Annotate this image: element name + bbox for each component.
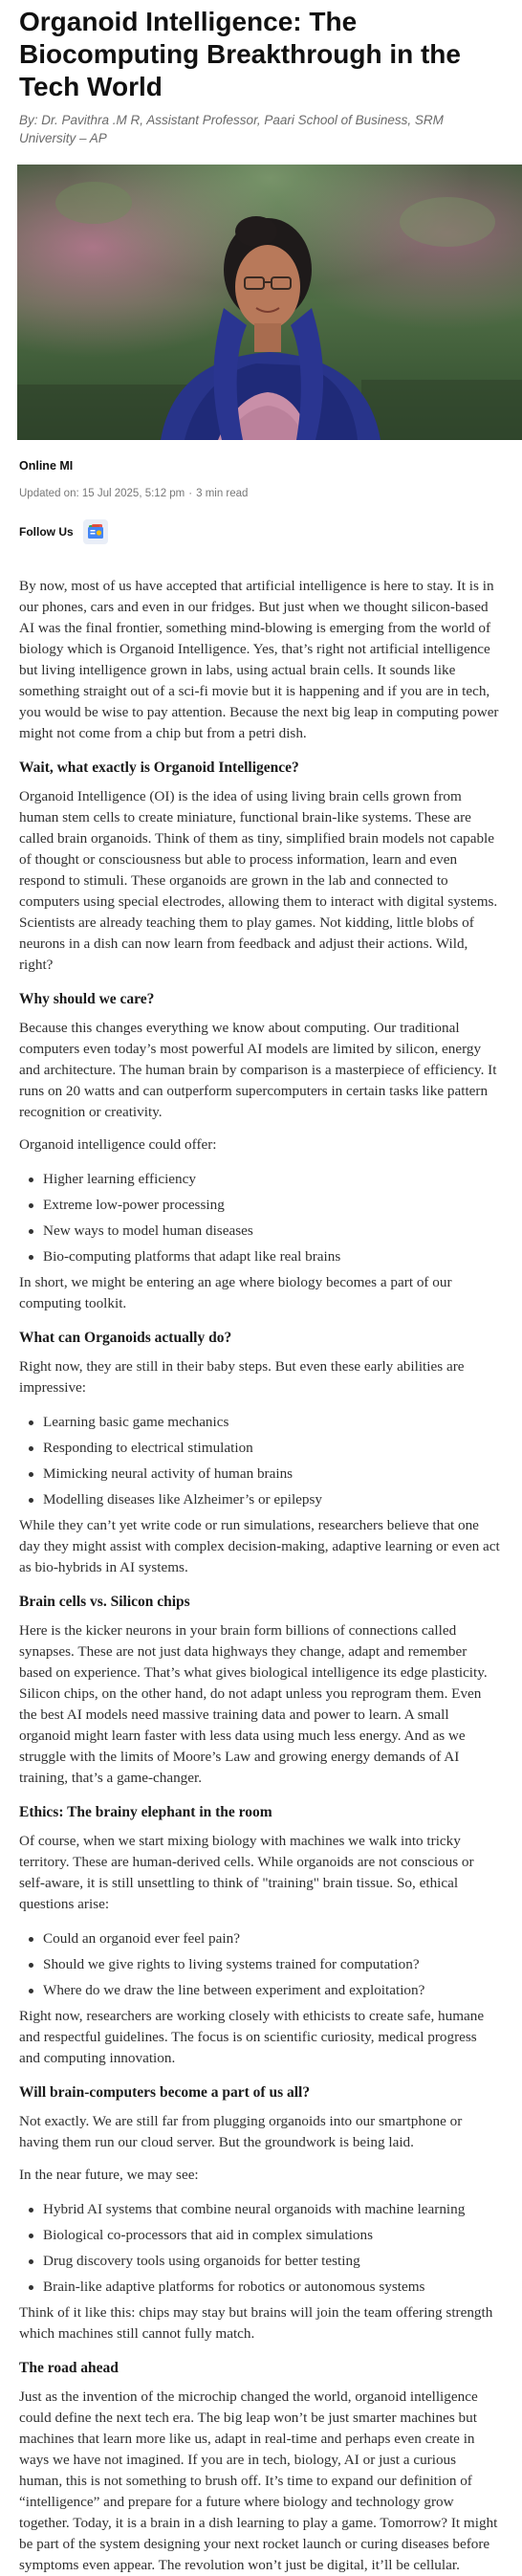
capabilities-paragraph-2: While they can’t yet write code or run simulations, researchers believe that one day they might assist with complex decision-making, adaptive learning or even act as bio-hybrids in AI systems. [19, 1517, 500, 1575]
google-news-follow-button[interactable] [83, 519, 108, 544]
future-list [19, 2199, 501, 2298]
author-photo [17, 165, 522, 440]
google-news-icon [87, 523, 104, 540]
list-item: Hybrid AI systems that combine neural organoids with machine learning [19, 2199, 501, 2220]
article-byline: By: Dr. Pavithra .M R, Assistant Professor, Paari School of Business, SRM University – AP [19, 113, 444, 145]
list-item: Biological co-processors that aid in complex simulations [19, 2225, 501, 2246]
capabilities-paragraph-1: Right now, they are still in their baby steps. But even these early abilities are impressive: [19, 1358, 465, 1396]
capabilities-list [19, 1412, 501, 1510]
section-heading-brain-vs-silicon: Brain cells vs. Silicon chips [19, 1594, 190, 1610]
ethics-questions-list [19, 1928, 501, 2001]
future-paragraph-3: Think of it like this: chips may stay but brains will join the team offering strength which machines still cannot fully match. [19, 2304, 493, 2342]
list-item: Extreme low-power processing [19, 1195, 501, 1216]
author-portrait-image [17, 165, 522, 440]
section-heading-future: Will brain-computers become a part of us all? [19, 2084, 311, 2101]
brain-vs-silicon-paragraph: Here is the kicker neurons in your brain form billions of connections called synapses. These are not just data highways they change, adapt and remember based on experience. That’s what gives biological intelligence its edge plasticity. Silicon chips, on the other hand, do not adapt unless you reprogram them. Even the best AI models need massive training data and power to learn. A small organoid might learn faster with less data using much less energy. And as we struggle with the limits of Moore’s Law and growing energy demands of AI training, that’s a game-changer. [19, 1622, 488, 1786]
section-heading-ethics: Ethics: The brainy elephant in the room [19, 1804, 272, 1820]
list-item: Drug discovery tools using organoids for better testing [19, 2251, 501, 2272]
list-item: Modelling diseases like Alzheimer’s or epilepsy [19, 1489, 501, 1510]
why-benefits-list [19, 1169, 501, 1267]
future-paragraph-2: In the near future, we may see: [19, 2167, 199, 2183]
list-item: New ways to model human diseases [19, 1221, 501, 1242]
list-item: Mimicking neural activity of human brains [19, 1464, 501, 1485]
list-item: Brain-like adaptive platforms for robotics or autonomous systems [19, 2277, 501, 2298]
list-item: Should we give rights to living systems trained for computation? [19, 1954, 501, 1975]
list-item: Where do we draw the line between experiment and exploitation? [19, 1980, 501, 2001]
list-item: Bio-computing platforms that adapt like real brains [19, 1246, 501, 1267]
follow-us-bar [19, 518, 501, 545]
updated-timestamp: Updated on: 15 Jul 2025, 5:12 pm [19, 488, 185, 499]
road-ahead-paragraph: Just as the invention of the microchip changed the world, organoid intelligence could define the next tech era. The big leap won’t be just smarter machines but machines that learn more like us, adapt in real-time and perhaps even create in ways we have not imagined. If you are in tech, biology, AI or just a curious human, this is not something to brush off. It’s time to expand our definition of “intelligence” and prepare for a future where biology and technology grow together. Today, it is a brain in a dish learning to play a game. Tomorrow? It might be part of the system designing your next rocket launch or curing diseases before symptoms even appear. The revolution won’t just be digital, it’ll be cellular. [19, 2389, 498, 2573]
article-meta [19, 488, 501, 499]
future-paragraph-1: Not exactly. We are still far from plugging organoids into our smartphone or having them run our cloud server. But the groundwork is being laid. [19, 2113, 463, 2150]
read-time: 3 min read [196, 488, 249, 499]
article-title: Organoid Intelligence: The Biocomputing Breakthrough in the Tech World [19, 7, 461, 101]
publication-name: Online MI [19, 459, 74, 473]
ethics-paragraph-2: Right now, researchers are working closely with ethicists to create safe, humane and respectful guidelines. The focus is on scientific curiosity, medical progress and computing innovation. [19, 2008, 485, 2066]
meta-separator: · [188, 488, 193, 499]
section-heading-capabilities: What can Organoids actually do? [19, 1330, 232, 1346]
list-item: Could an organoid ever feel pain? [19, 1928, 501, 1949]
section-heading-what: Wait, what exactly is Organoid Intelligence? [19, 760, 299, 776]
why-paragraph-2: Organoid intelligence could offer: [19, 1136, 217, 1153]
list-item: Higher learning efficiency [19, 1169, 501, 1190]
why-paragraph-3: In short, we might be entering an age where biology becomes a part of our computing toolkit. [19, 1274, 452, 1311]
follow-us-label: Follow Us [19, 525, 74, 539]
list-item: Responding to electrical stimulation [19, 1438, 501, 1459]
why-paragraph-1: Because this changes everything we know about computing. Our traditional computers even today’s most powerful AI models are limited by silicon, energy and architecture. The human brain by comparison is a masterpiece of efficiency. It runs on 20 watts and can outperform supercomputers in certain tasks like pattern recognition or creativity. [19, 1020, 497, 1120]
list-item: Learning basic game mechanics [19, 1412, 501, 1433]
intro-paragraph: By now, most of us have accepted that artificial intelligence is here to stay. It is in our phones, cars and even in our fridges. But just when we thought silicon-based AI was the final frontier, something mind-blowing is emerging from the world of biology which is Organoid Intelligence. Yes, that’s right not artificial intelligence but living intelligence grown in labs, using actual brain cells. It sounds like something straight out of a sci-fi movie but it is happening and if you are in tech, you would be wise to pay attention. Because the next big leap in computing power might not come from a chip but from a petri dish. [19, 578, 499, 741]
section-heading-why: Why should we care? [19, 991, 155, 1007]
section-heading-road-ahead: The road ahead [19, 2360, 119, 2376]
what-paragraph: Organoid Intelligence (OI) is the idea of using living brain cells grown from human stem cells to create miniature, functional brain-like systems. These are called brain organoids. Think of them as tiny, simplified brain models not capable of thought or consciousness but able to process information, learn and even respond to stimuli. These organoids are grown in the lab and connected to computers using special electrodes, allowing them to interact with digital systems. Scientists are already teaching them to play games. Not kidding, little blobs of neurons in a dish can now learn from feedback and adjust their actions. Wild, right? [19, 788, 498, 973]
ethics-paragraph-1: Of course, when we start mixing biology with machines we walk into tricky territory. These are human-derived cells. While organoids are not conscious or self-aware, it is still unsettling to think of "training" brain tissue. So, ethical questions arise: [19, 1833, 474, 1912]
article-body [19, 576, 501, 2576]
